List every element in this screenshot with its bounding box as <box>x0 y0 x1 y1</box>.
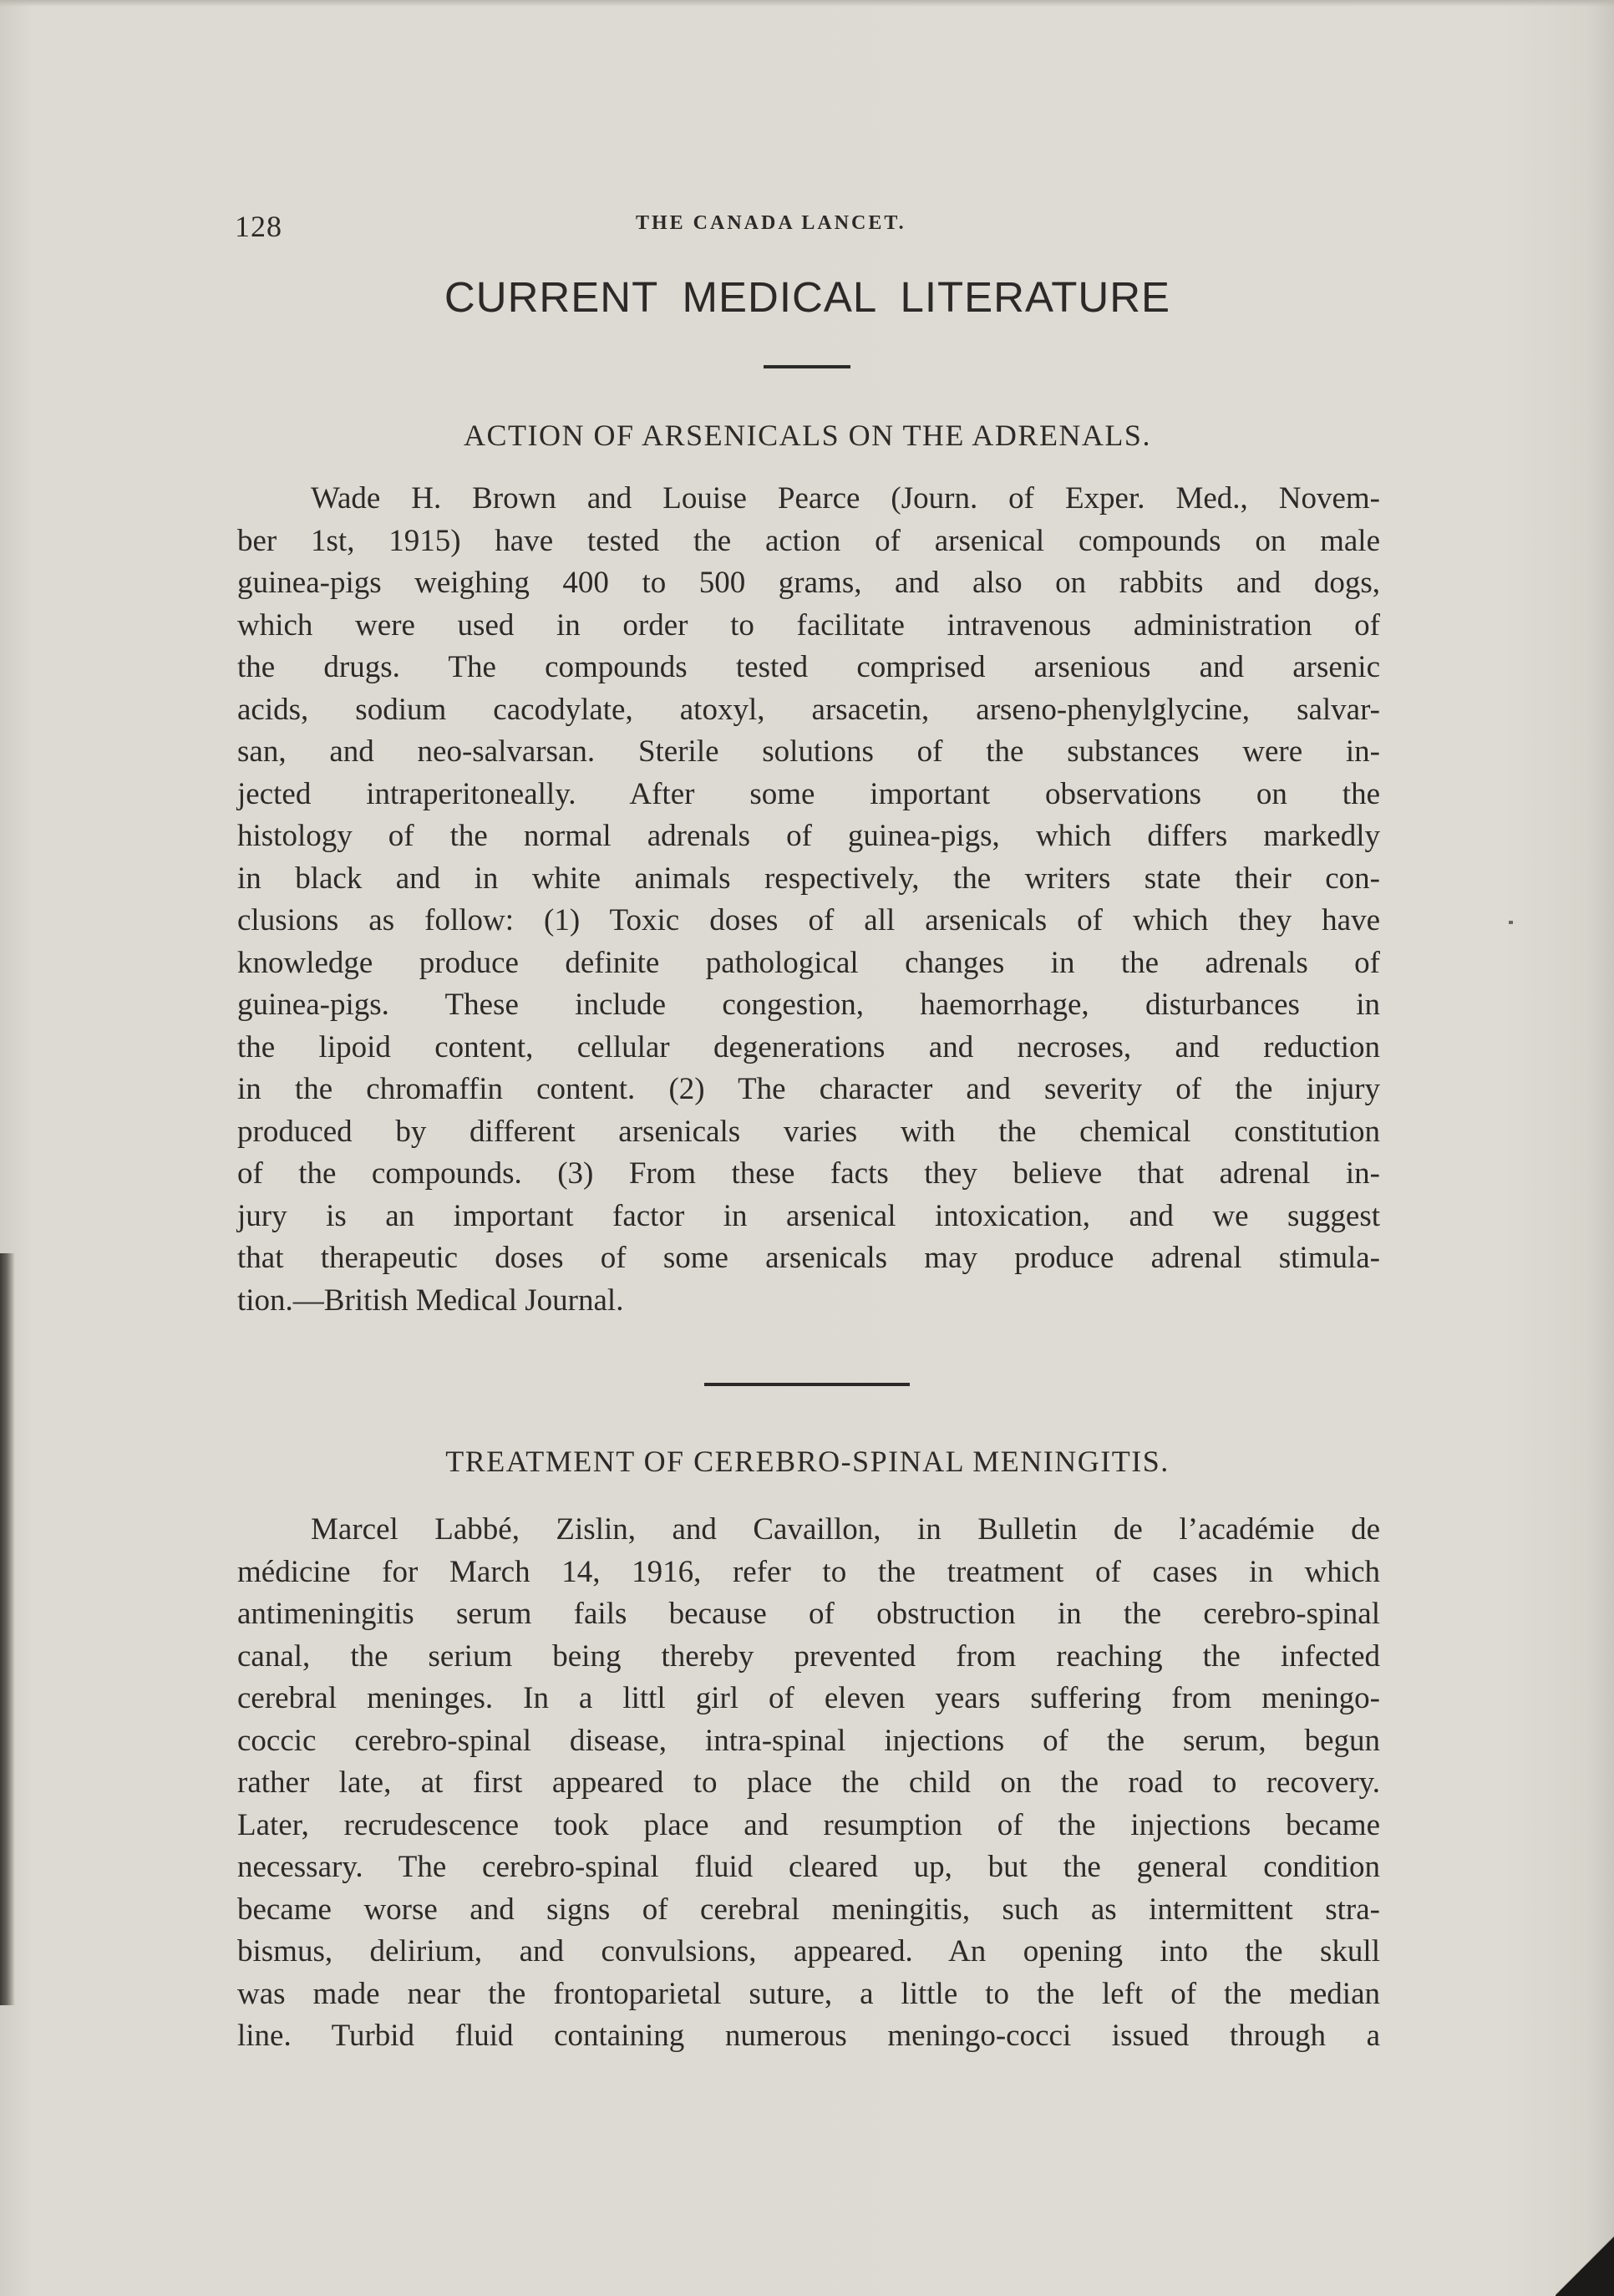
text-line: the drugs. The compounds tested comprised arsenious and arsenic <box>237 650 1380 684</box>
running-head <box>235 209 1380 251</box>
text-line: tion.—British Medical Journal. <box>237 1283 624 1318</box>
text-line: antimeningitis serum fails because of obstruction in the cerebro-spinal <box>237 1597 1380 1631</box>
text-line: clusions as follow: (1) Toxic doses of all arsenicals of which they have <box>237 903 1380 937</box>
text-line: cerebral meninges. In a littl girl of eleven years suffering from meningo- <box>237 1681 1380 1715</box>
article-divider <box>704 1383 910 1386</box>
text-line: bismus, delirium, and convulsions, appeared. An opening into the skull <box>237 1934 1380 1968</box>
text-line: in black and in white animals respectively, the writers state their con- <box>237 861 1380 896</box>
text-line: histology of the normal adrenals of guinea-pigs, which differs markedly <box>237 819 1380 853</box>
text-line: produced by different arsenicals varies with the chemical constitution <box>237 1114 1380 1149</box>
page-number: 128 <box>235 210 282 243</box>
text-line: Wade H. Brown and Louise Pearce (Journ. of Exper. Med., Novem- <box>311 481 1380 516</box>
page-corner-shadow <box>1556 2221 1614 2296</box>
text-line: line. Turbid fluid containing numerous meningo-cocci issued through a <box>237 2019 1380 2053</box>
text-line: which were used in order to facilitate intravenous administration of <box>237 607 1380 643</box>
text-line: rather late, at first appeared to place the child on the road to recovery. <box>237 1765 1380 1800</box>
text-line: jury is an important factor in arsenical intoxication, and we suggest <box>237 1198 1380 1233</box>
page-top-edge <box>0 0 1614 7</box>
article-body-arsenicals <box>237 478 1380 1322</box>
text-line: became worse and signs of cerebral meningitis, such as intermittent stra- <box>237 1892 1380 1927</box>
binding-shadow <box>0 1253 15 2005</box>
text-line: guinea-pigs. These include congestion, haemorrhage, disturbances in <box>237 988 1380 1022</box>
text-line: jected intraperitoneally. After some important observations on the <box>237 776 1380 811</box>
paper-speck <box>1509 921 1513 924</box>
text-line: ber 1st, 1915) have tested the action of arsenical compounds on male <box>237 523 1380 558</box>
text-line: was made near the frontoparietal suture, a little to the left of the median <box>237 1976 1380 2011</box>
text-line: the lipoid content, cellular degenerations and necroses, and reduction <box>237 1029 1380 1064</box>
article-title-meningitis: TREATMENT OF CEREBRO-SPINAL MENINGITIS. <box>445 1445 1170 1478</box>
text-line: Marcel Labbé, Zislin, and Cavaillon, in Bulletin de l’académie de <box>311 1512 1380 1547</box>
text-line: that therapeutic doses of some arsenicals may produce adrenal stimula- <box>237 1241 1380 1275</box>
text-line: coccic cerebro-spinal disease, intra-spinal injections of the serum, begun <box>237 1723 1380 1758</box>
section-title: CURRENT MEDICAL LITERATURE <box>444 273 1171 321</box>
section-divider <box>764 365 850 368</box>
text-line: san, and neo-salvarsan. Sterile solutions of the substances were in- <box>237 734 1380 769</box>
text-line: guinea-pigs weighing 400 to 500 grams, and also on rabbits and dogs, <box>237 566 1380 600</box>
text-line: of the compounds. (3) From these facts they believe that adrenal in- <box>237 1156 1380 1191</box>
text-line: médicine for March 14, 1916, refer to the treatment of cases in which <box>237 1554 1380 1589</box>
text-line: acids, sodium cacodylate, atoxyl, arsacetin, arseno-phenylglycine, salvar- <box>237 692 1380 727</box>
text-line: knowledge produce definite pathological changes in the adrenals of <box>237 945 1380 980</box>
article-title-arsenicals: ACTION OF ARSENICALS ON THE ADRENALS. <box>464 419 1151 452</box>
article-body-meningitis <box>237 1509 1380 2058</box>
text-line: canal, the serium being thereby prevented from reaching the infected <box>237 1638 1380 1674</box>
text-line: Later, recrudescence took place and resumption of the injections became <box>237 1807 1380 1842</box>
text-line: in the chromaffin content. (2) The character and severity of the injury <box>237 1072 1380 1106</box>
text-line: necessary. The cerebro-spinal fluid cleared up, but the general condition <box>237 1850 1380 1884</box>
journal-title: THE CANADA LANCET. <box>636 212 906 234</box>
